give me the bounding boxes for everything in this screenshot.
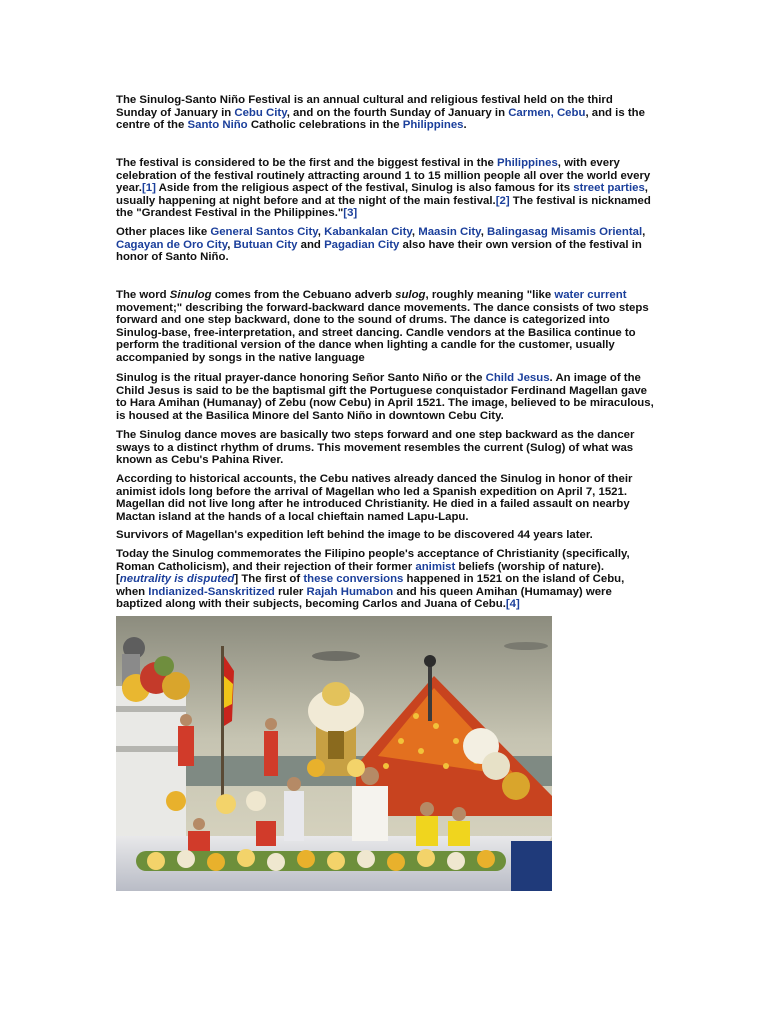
link-is-disputed[interactable]: is disputed — [174, 573, 235, 586]
text: ] The first of — [234, 573, 304, 586]
text: beliefs (worship of nature). [ — [116, 560, 604, 586]
text: . — [463, 119, 467, 132]
text: , — [642, 226, 646, 238]
link-cebu-city[interactable]: Cebu City — [234, 106, 287, 119]
link-butuan-city[interactable]: Butuan City — [233, 238, 298, 251]
text: , and on the fourth Sunday of January in — [286, 106, 509, 119]
text: The festival is nicknamed the "Grandest Festival in the Philippines." — [116, 194, 651, 220]
link-neutrality[interactable]: neutrality — [119, 573, 172, 586]
text: , — [411, 226, 419, 238]
link-general-santos-city[interactable]: General Santos City — [210, 226, 318, 238]
festival-photo — [116, 616, 552, 891]
text: Today the Sinulog commemorates the Filipino people's acceptance of Christianity (specifically, Roman Catholicism), and their rejection of their former — [116, 548, 630, 573]
italic-term: Sinulog — [169, 289, 212, 301]
link-balingasag[interactable]: Balingasag Misamis Oriental — [487, 226, 643, 238]
text: , roughly meaning "like — [425, 289, 555, 301]
citation-link[interactable]: [2] — [495, 194, 510, 207]
text: , — [317, 226, 325, 238]
ritual-paragraph — [116, 372, 656, 422]
commemoration-paragraph — [116, 548, 656, 611]
text: , — [227, 238, 234, 251]
link-carmen-cebu[interactable]: Carmen, Cebu — [508, 106, 586, 119]
link-indianized-sanskritized[interactable]: Indianized-Sanskritized — [148, 585, 275, 598]
link-rajah-humabon[interactable]: Rajah Humabon — [306, 585, 394, 598]
text: and — [297, 238, 325, 251]
link-child-jesus[interactable]: Child Jesus — [485, 372, 550, 384]
citation-link[interactable]: [1] — [141, 182, 156, 195]
link-kabankalan-city[interactable]: Kabankalan City — [324, 226, 412, 238]
dance-paragraph: The Sinulog dance moves are basically two steps forward and one step backward as the dancer sways to a distinct rhythm of drums. This movement resembles the current (Sulog) of what was known as Cebu's Pahina River. — [116, 429, 635, 467]
text: Aside from the religious aspect of the festival, Sinulog is also famous for its — [155, 182, 574, 195]
citation-link[interactable]: [4] — [505, 598, 520, 611]
text: , with every celebration of the festival routinely attracting around 1 to 15 million people all over the world every year. — [116, 157, 651, 195]
text: Other places like — [116, 226, 211, 238]
text: happened in 1521 on the island of Cebu, when — [116, 573, 625, 598]
text: , and is the centre of the — [116, 106, 645, 132]
survivors-paragraph: Survivors of Magellan's expedition left behind the image to be discovered 44 years later. — [116, 529, 593, 541]
text: The festival is considered to be the first and the biggest festival in the — [116, 157, 498, 169]
link-street-parties[interactable]: street parties — [573, 182, 645, 195]
text: ruler — [274, 585, 307, 598]
text: . An image of the Child Jesus is said to be the baptismal gift the Portuguese conquistador Ferdinand Magellan gave to Hara Amihan (Humanay) of Zebu (now Cebu) in April 1521. The image, believed to be miraculous, is housed at the Basilica Minore del Santo Niño in downtown Cebu City. — [116, 372, 654, 422]
festival-paragraph — [116, 157, 656, 220]
text: Catholic celebrations in the — [247, 119, 403, 132]
link-these-conversions[interactable]: these conversions — [303, 573, 404, 586]
link-philippines[interactable]: Philippines — [402, 119, 464, 132]
text: The Sinulog-Santo Niño Festival is an annual cultural and religious festival held on the third Sunday of January in — [116, 94, 613, 119]
link-maasin-city[interactable]: Maasin City — [418, 226, 481, 238]
text: The word — [116, 289, 170, 301]
text: , — [480, 226, 488, 238]
etymology-paragraph — [116, 289, 656, 365]
text: , usually happening at night before and at the night of the main festival. — [116, 182, 648, 207]
citation-link[interactable]: [3] — [343, 207, 358, 220]
intro-paragraph — [116, 94, 656, 132]
link-cagayan-de-oro-city[interactable]: Cagayan de Oro City — [116, 238, 228, 251]
text: also have their own version of the festival in honor of Santo Niño. — [116, 238, 642, 264]
history-paragraph: According to historical accounts, the Cebu natives already danced the Sinulog in honor of their animist idols long before the arrival of Magellan who led a Spanish expedition on April 7, 1521. Magellan did not live long after he introduced Christianity. He died in a failed assault on nearby Mactan island at the hands of a local chieftain named Lapu-Lapu. — [116, 473, 633, 523]
italic-term: sulog — [395, 289, 426, 301]
text: and his queen Amihan (Humamay) were baptized along with their subjects, becoming Carlos and Juana of Cebu. — [116, 585, 612, 611]
link-water-current[interactable]: water current — [554, 289, 627, 301]
link-animist[interactable]: animist — [415, 560, 456, 573]
text: comes from the Cebuano adverb — [211, 289, 396, 301]
link-philippines[interactable]: Philippines — [497, 157, 558, 169]
link-santo-nino[interactable]: Santo Niño — [187, 119, 248, 132]
other-places-paragraph — [116, 226, 656, 264]
link-pagadian-city[interactable]: Pagadian City — [324, 238, 400, 251]
text: Sinulog is the ritual prayer-dance honoring Señor Santo Niño or the — [116, 372, 486, 384]
text: movement;" describing the forward-backward dance movements. The dance consists of two steps forward and one step backward, done to the sound of drums. The dance is categorized into Sinulog-base, free-interpretation, and street dancing. Candle vendors at the Basilica continue to perform the traditional version of the dance when lighting a candle for the customer, usually accompanied by songs in the native language — [116, 301, 649, 364]
